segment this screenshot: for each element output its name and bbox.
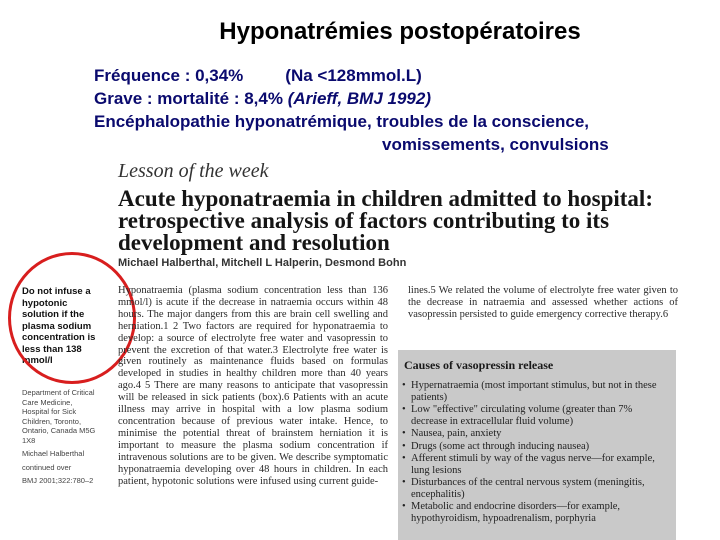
grave-text: Grave : mortalité : 8,4% [94, 89, 283, 108]
article-authors: Michael Halberthal, Mitchell L Halperin, Desmond Bohn [118, 257, 407, 269]
article-title-line: Acute hyponatraemia in children admitted to hospital: [118, 186, 653, 211]
margin-note: Do not infuse a hypotonic solution if the plasma sodium concentration is less than 138 mmol/l [22, 286, 96, 366]
article-column-1: Hyponatraemia (plasma sodium concentration less than 136 mmol/l) is acute if the decrease in natraemia occurs within 48 hours. The major dangers from this are brain cell swelling and herniation.1 2 Two factors are required for hyponatraemia to develop: a source of electrolyte free water and vasopressin to prevent the excretion of that water.3 Electrolyte free water is given routinely as maintenance fluids based on formulas developed in studies in healthy children more than 40 years ago.4 5 There are many reasons to anticipate that vasopressin will be released in sick patients (box).6 Patients with an acute illness may arrive in hospital with a low plasma sodium concentration because of previous water intake. Hence, to minimise the potential threat of brainstem herniation it is important to measure the plasma sodium concentration if intravenous solutions are to be given. We describe symptomatic hyponatraemia developing over 48 hours in children. In each patient, hypotonic solutions were infused using current guide- [118, 285, 388, 487]
bullet-encephalopathie: Encéphalopathie hyponatrémique, troubles de la conscience, [94, 112, 590, 131]
causes-list [402, 380, 664, 525]
frequence-text: Fréquence : 0,34% [94, 66, 244, 85]
lesson-heading: Lesson of the week [118, 160, 269, 182]
affiliation-block [22, 388, 98, 490]
annotation-circle [8, 252, 136, 384]
list-item: • Drugs (some act through inducing nausea) [402, 441, 664, 453]
article-column-2: lines.5 We related the volume of electrolyte free water given to the decrease in natraemia and assessed whether actions of vasopressin persisted to guide emergency corrective therapy.6 [408, 285, 678, 320]
list-item: • Metabolic and endocrine disorders—for example, hypothyroidism, hypoadrenalism, porphyria [402, 501, 664, 524]
affiliation: Department of Critical Care Medicine, Hospital for Sick Children, Toronto, Ontario, Canada M5G 1X8 [22, 388, 96, 445]
bullet-encephalopathie-cont: vomissements, convulsions [382, 135, 609, 154]
list-item: • Hypernatraemia (most important stimulus, but not in these patients) [402, 380, 664, 403]
continued-note: continued over [22, 462, 72, 472]
list-item: • Low "effective" circulating volume (greater than 7% decrease in extracellular fluid volume) [402, 404, 664, 427]
bullet-list [94, 64, 609, 156]
article-scan [0, 160, 720, 540]
list-item: • Nausea, pain, anxiety [402, 428, 664, 440]
article-title [118, 188, 653, 254]
causes-box [398, 350, 676, 540]
list-item: • Afferent stimuli by way of the vagus nerve—for example, lung lesions [402, 453, 664, 476]
article-title-line: retrospective analysis of factors contributing to its [118, 208, 610, 233]
bullet-grave [94, 87, 609, 110]
bmj-reference: BMJ 2001;322:780–2 [22, 476, 94, 485]
correspondence: Michael Halberthal [22, 449, 85, 458]
causes-box-title: Causes of vasopressin release [404, 358, 554, 372]
article-title-line: development and resolution [118, 230, 390, 255]
citation: (Arieff, BMJ 1992) [287, 89, 431, 108]
frequence-note: (Na <128mmol.L) [285, 66, 422, 85]
bullet-frequence [94, 64, 609, 87]
slide-title: Hyponatrémies postopératoires [219, 18, 581, 45]
list-item: • Disturbances of the central nervous system (meningitis, encephalitis) [402, 477, 664, 500]
